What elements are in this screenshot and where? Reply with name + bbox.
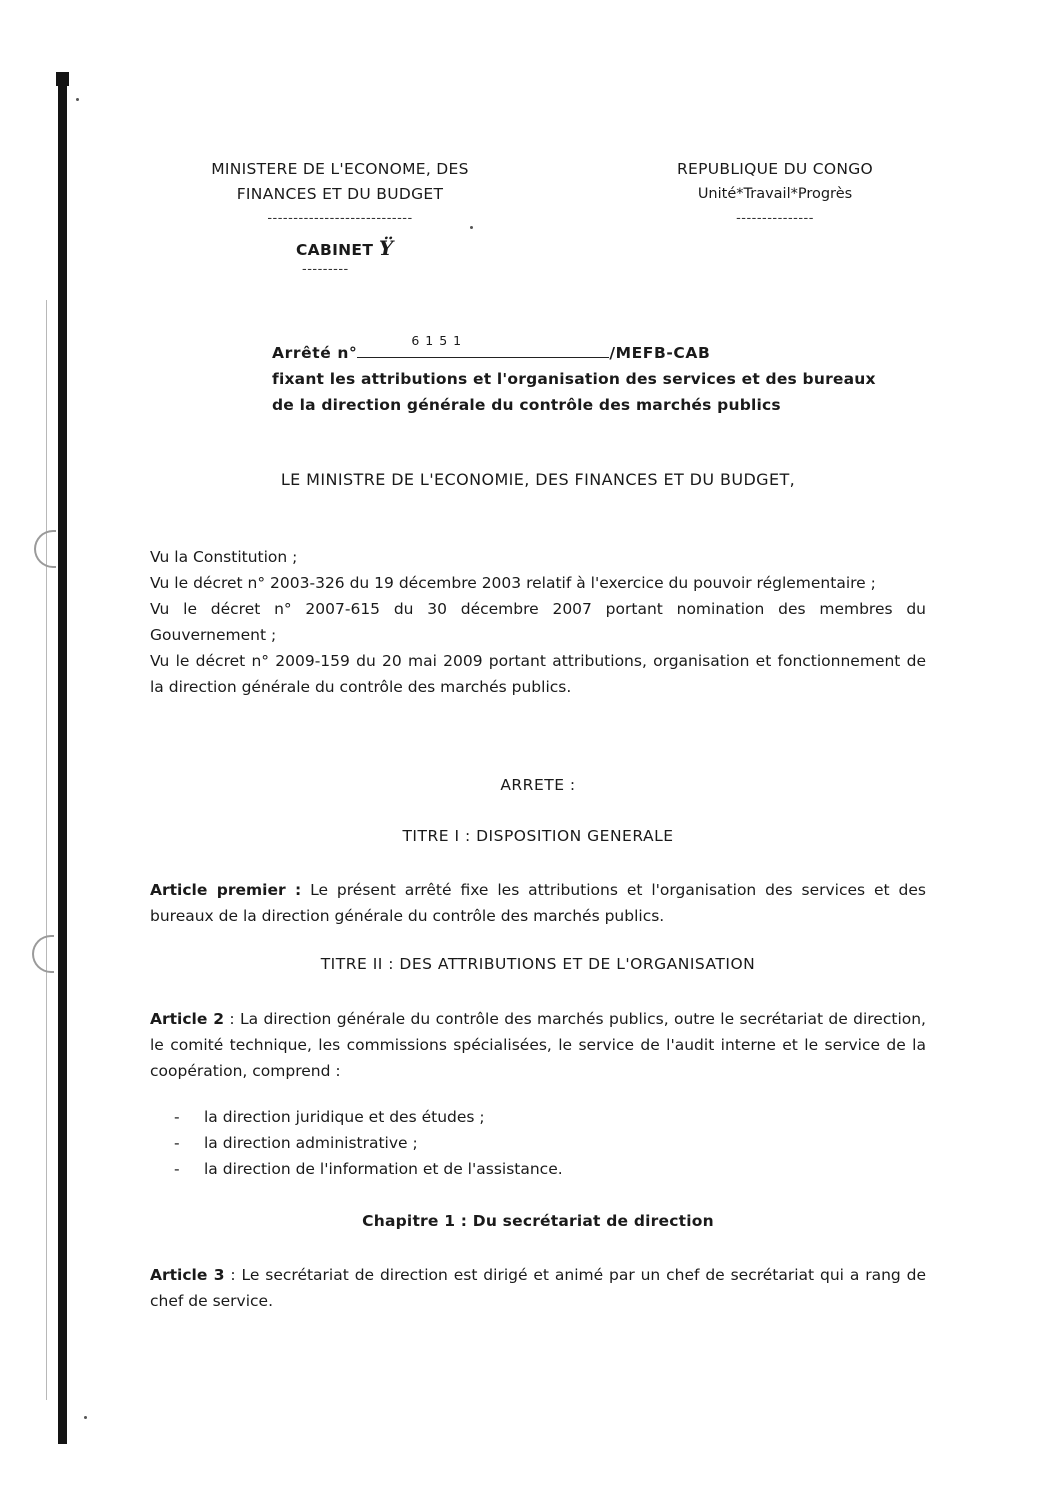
article-3 [150,1262,926,1314]
arrete-object-line-1: fixant les attributions et l'organisation des services et des bureaux [272,370,876,388]
article-3-text: : Le secrétariat de direction est dirigé et animé par un chef de secrétariat qui a rang de chef de service. [150,1266,926,1310]
scan-binding-bar [58,72,67,1444]
titre-1-heading: TITRE I : DISPOSITION GENERALE [402,827,674,845]
republic-motto: Unité*Travail*Progrès [697,186,853,202]
arrete-suffix: /MEFB-CAB [609,344,711,362]
visa-item: Vu le décret n° 2003-326 du 19 décembre 2003 relatif à l'exercice du pouvoir réglementaire ; [150,574,876,592]
list-item: - la direction administrative ; [174,1130,563,1156]
scan-speck [470,226,473,229]
list-item: - la direction de l'information et de l'assistance. [174,1156,563,1182]
arrete-number-line [272,333,711,362]
titre-2-heading: TITRE II : DES ATTRIBUTIONS ET DE L'ORGANISATION [320,955,756,973]
punch-hole [32,935,54,973]
visa-item: Vu la Constitution ; [150,548,298,566]
scan-speck [76,98,79,101]
visa-list [150,544,926,700]
minister-title: LE MINISTRE DE L'ECONOMIE, DES FINANCES ET DU BUDGET, [280,470,796,489]
republic-title: REPUBLIQUE DU CONGO [676,160,874,178]
cabinet-separator: --------- [302,262,349,277]
arrete-number: 6151 [411,333,468,348]
article-1 [150,877,926,929]
article-1-text: Le présent arrêté fixe les attributions et l'organisation des services et des bureaux de la direction générale du contrôle des marchés publics. [150,881,926,925]
ministry-separator: ---------------------------- [267,211,413,226]
cabinet-label [296,236,393,260]
ministry-line-2: FINANCES ET DU BUDGET [236,185,444,203]
scan-speck [84,1416,87,1419]
article-2-list [174,1104,563,1182]
chapitre-1-heading: Chapitre 1 : Du secrétariat de direction [362,1212,714,1230]
punch-hole [34,530,56,568]
article-3-label: Article 3 [150,1266,225,1284]
visa-item: Vu le décret n° 2007-615 du 30 décembre 2007 portant nomination des membres du Gouvernement ; [150,600,926,644]
article-1-label: Article premier : [150,881,302,899]
visa-item: Vu le décret n° 2009-159 du 20 mai 2009 portant attributions, organisation et fonctionnement de la direction générale du contrôle des marchés publics. [150,652,926,696]
arrete-heading: ARRETE : [500,776,576,794]
arrete-number-blank [357,333,609,358]
republic-separator: --------------- [736,211,814,226]
scan-binding-cap [56,72,69,86]
cabinet-handwritten-mark: Ÿ [378,236,394,260]
scan-edge-line [46,300,47,1400]
article-2 [150,1006,926,1084]
ministry-line-1: MINISTERE DE L'ECONOME, DES [211,160,469,178]
article-2-text: : La direction générale du contrôle des marchés publics, outre le secrétariat de direction, le comité technique, les commissions spécialisées, le service de l'audit interne et le service de la coopération, comprend : [150,1010,926,1080]
arrete-prefix: Arrêté n° [272,344,358,362]
article-2-label: Article 2 [150,1010,224,1028]
cabinet-text: CABINET [296,241,374,259]
arrete-object-line-2: de la direction générale du contrôle des marchés publics [272,396,781,414]
list-item: - la direction juridique et des études ; [174,1104,563,1130]
